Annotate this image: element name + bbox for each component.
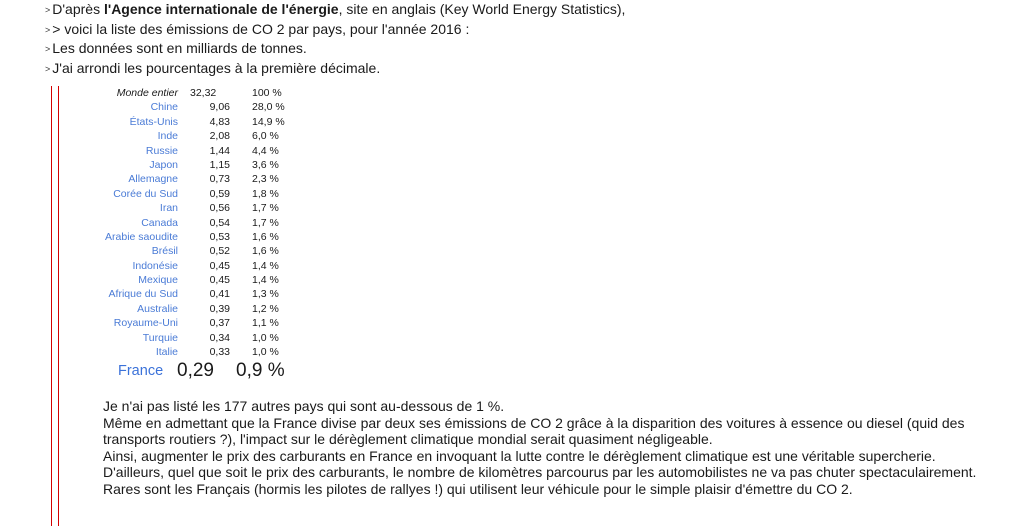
value-cell: 0,41 <box>209 288 230 301</box>
pct-cell: 100 % <box>252 87 282 99</box>
country-cell: Mexique <box>138 274 178 287</box>
intro-block <box>45 0 1015 78</box>
table-row <box>78 172 288 186</box>
country-cell: Canada <box>141 216 178 229</box>
paragraph: Je n'ai pas listé les 177 autres pays qui sont au-dessous de 1 %. <box>103 398 505 414</box>
table-row-world <box>78 86 288 100</box>
value-cell: 0,53 <box>209 230 230 243</box>
table-row <box>78 316 288 330</box>
intro-prefix: D'après <box>52 1 104 17</box>
pct-cell: 1,4 % <box>252 274 279 287</box>
country-cell: Australie <box>137 302 178 315</box>
pct-cell: 1,3 % <box>252 288 279 301</box>
pct-cell: 6,0 % <box>252 130 279 143</box>
france-country: France <box>118 363 164 379</box>
country-cell: Turquie <box>142 331 178 344</box>
table-row <box>78 302 288 316</box>
table-row <box>78 331 288 345</box>
commentary <box>103 398 1008 497</box>
country-cell: Chine <box>150 101 178 114</box>
intro-line-2 <box>45 20 1015 40</box>
value-cell: 2,08 <box>209 130 230 143</box>
agency-name: l'Agence internationale de l'énergie <box>103 1 339 17</box>
value-cell: 0,45 <box>209 259 230 272</box>
country-cell: Inde <box>157 130 178 143</box>
pct-cell: 1,1 % <box>252 317 279 330</box>
intro-suffix: , site en anglais (Key World Energy Statistics), <box>338 1 626 17</box>
value-cell: 1,44 <box>209 144 230 157</box>
value-cell: 0,39 <box>209 302 230 315</box>
value-cell: 0,73 <box>209 173 230 186</box>
country-cell: Allemagne <box>128 173 178 186</box>
intro-text: J'ai arrondi les pourcentages à la première décimale. <box>52 59 381 76</box>
value-cell: 9,06 <box>209 101 230 114</box>
pct-cell: 3,6 % <box>252 158 279 171</box>
pct-cell: 4,4 % <box>252 144 279 157</box>
value-cell: 0,34 <box>209 331 230 344</box>
france-pct: 0,9 % <box>236 360 285 381</box>
value-cell: 0,37 <box>209 317 230 330</box>
table-row <box>78 129 288 143</box>
pct-cell: 1,7 % <box>252 202 279 215</box>
quote-bar-right <box>58 86 59 526</box>
table-row <box>78 158 288 172</box>
pct-cell: 1,4 % <box>252 259 279 272</box>
country-cell: Japon <box>149 158 178 171</box>
country-cell: Iran <box>159 202 178 215</box>
pct-cell: 28,0 % <box>252 101 285 114</box>
value-cell: 1,15 <box>209 158 230 171</box>
country-cell: Russie <box>145 144 178 157</box>
value-cell: 4,83 <box>209 115 230 128</box>
pct-cell: 2,3 % <box>252 173 279 186</box>
table-row <box>78 100 288 114</box>
country-cell: Afrique du Sud <box>108 288 178 301</box>
table-body <box>78 100 288 359</box>
intro-text: > voici la liste des émissions de CO 2 par pays, pour l'année 2016 : <box>52 20 470 37</box>
pct-cell: 14,9 % <box>252 115 285 128</box>
country-cell: Brésil <box>151 245 178 258</box>
table-row <box>78 273 288 287</box>
value-cell: 0,33 <box>209 346 230 359</box>
country-cell: Arabie saoudite <box>105 230 178 243</box>
table-row <box>78 259 288 273</box>
pct-cell: 1,0 % <box>252 346 279 359</box>
quote-marker: > <box>45 5 51 15</box>
value-cell: 0,45 <box>209 274 230 287</box>
quote-bar-left <box>51 86 52 526</box>
pct-cell: 1,2 % <box>252 302 279 315</box>
value-cell: 0,59 <box>209 187 230 200</box>
country-cell: Monde entier <box>116 87 178 99</box>
pct-cell: 1,8 % <box>252 187 279 200</box>
country-cell: Indonésie <box>132 259 178 272</box>
table-row <box>78 144 288 158</box>
intro-text: Les données sont en milliards de tonnes. <box>52 40 307 56</box>
france-value: 0,29 <box>177 360 214 381</box>
quote-marker: > <box>45 63 51 74</box>
country-cell: Corée du Sud <box>113 187 178 200</box>
table-row <box>78 216 288 230</box>
value-cell: 0,52 <box>209 245 230 258</box>
intro-line-3 <box>45 39 1015 59</box>
table-row <box>78 201 288 215</box>
pct-cell: 1,7 % <box>252 216 279 229</box>
intro-line-1 <box>45 0 1015 20</box>
quote-marker: > <box>45 24 51 35</box>
paragraph: Ainsi, augmenter le prix des carburants en France en invoquant la lutte contre le dérèglement climatique est une véritable supercherie. <box>103 447 936 464</box>
value-cell: 32,32 <box>190 87 217 99</box>
table-row <box>78 287 288 301</box>
table-row <box>78 115 288 129</box>
value-cell: 0,54 <box>209 216 230 229</box>
paragraph: D'ailleurs, quel que soit le prix des carburants, le nombre de kilomètres parcourus par les automobilistes ne va pas chuter spectaculairement. Rares sont les Français (hormis les pilotes de rallyes !) qui utilisent leur véhicule pour le simple plaisir d'émettre du CO 2. <box>103 464 977 497</box>
country-cell: États-Unis <box>129 115 178 128</box>
pct-cell: 1,0 % <box>252 331 279 344</box>
table-row <box>78 187 288 201</box>
table-row <box>78 230 288 244</box>
pct-cell: 1,6 % <box>252 230 279 243</box>
intro-line-4 <box>45 59 1015 79</box>
paragraph: Même en admettant que la France divise par deux ses émissions de CO 2 grâce à la disparition des voitures à essence ou diesel (quid des transports routiers ?), l'impact sur le dérèglement climatique mondial serait quasiment négligeable. <box>103 414 965 447</box>
country-cell: Royaume-Uni <box>113 317 178 330</box>
table-row <box>78 345 288 359</box>
value-cell: 0,56 <box>209 202 230 215</box>
pct-cell: 1,6 % <box>252 245 279 258</box>
emissions-table <box>78 86 288 359</box>
country-cell: Italie <box>155 346 178 359</box>
quote-marker: > <box>45 44 51 54</box>
table-row <box>78 244 288 258</box>
